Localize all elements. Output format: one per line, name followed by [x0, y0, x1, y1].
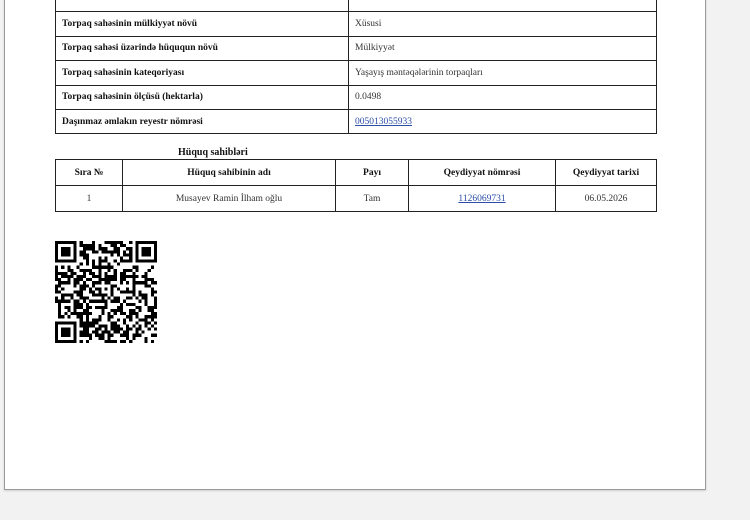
- info-value: [349, 109, 657, 133]
- table-row: [56, 0, 657, 12]
- property-info-table: [55, 0, 657, 134]
- column-header-reg-date: Qeydiyyat tarixi: [556, 160, 657, 186]
- owners-header-row: [56, 160, 657, 186]
- owner-index: 1: [56, 186, 123, 212]
- table-row: [56, 12, 657, 36]
- column-header-reg-number: Qeydiyyat nömrəsi: [409, 160, 556, 186]
- info-value: Xüsusi: [349, 12, 657, 36]
- owner-share: Tam: [336, 186, 409, 212]
- owner-reg-number-cell: [409, 186, 556, 212]
- info-value: 0.0498: [349, 85, 657, 109]
- table-row: [56, 85, 657, 109]
- info-label: Torpaq sahəsinin ölçüsü (hektarla): [56, 85, 349, 109]
- owners-table: [55, 159, 657, 212]
- table-row: [56, 61, 657, 85]
- info-label: Torpaq sahəsinin kateqoriyası: [56, 61, 349, 85]
- owner-reg-date: 06.05.2026: [556, 186, 657, 212]
- owner-name: Musayev Ramin İlham oğlu: [123, 186, 336, 212]
- column-header-index: Sıra №: [56, 160, 123, 186]
- owners-section-title: Hüquq sahibləri: [178, 147, 248, 158]
- table-row: [56, 109, 657, 133]
- reg-number-link[interactable]: 1126069731: [458, 193, 506, 204]
- table-row: [56, 186, 657, 212]
- registry-number-link[interactable]: 005013055933: [355, 116, 412, 127]
- info-label: Torpaq sahəsi üzərində hüququn növü: [56, 36, 349, 60]
- info-label: Daşınmaz əmlakın reyestr nömrəsi: [56, 109, 349, 133]
- info-label: Torpaq sahəsinin mülkiyyət növü: [56, 12, 349, 36]
- table-row: [56, 36, 657, 60]
- info-value: Mülkiyyət: [349, 36, 657, 60]
- column-header-owner-name: Hüquq sahibinin adı: [123, 160, 336, 186]
- column-header-share: Payı: [336, 160, 409, 186]
- info-value: Yaşayış məntəqələrinin torpaqları: [349, 61, 657, 85]
- info-label: [56, 0, 349, 12]
- document-page: [4, 0, 706, 490]
- info-value: [349, 0, 657, 12]
- qr-code-icon[interactable]: [55, 241, 157, 343]
